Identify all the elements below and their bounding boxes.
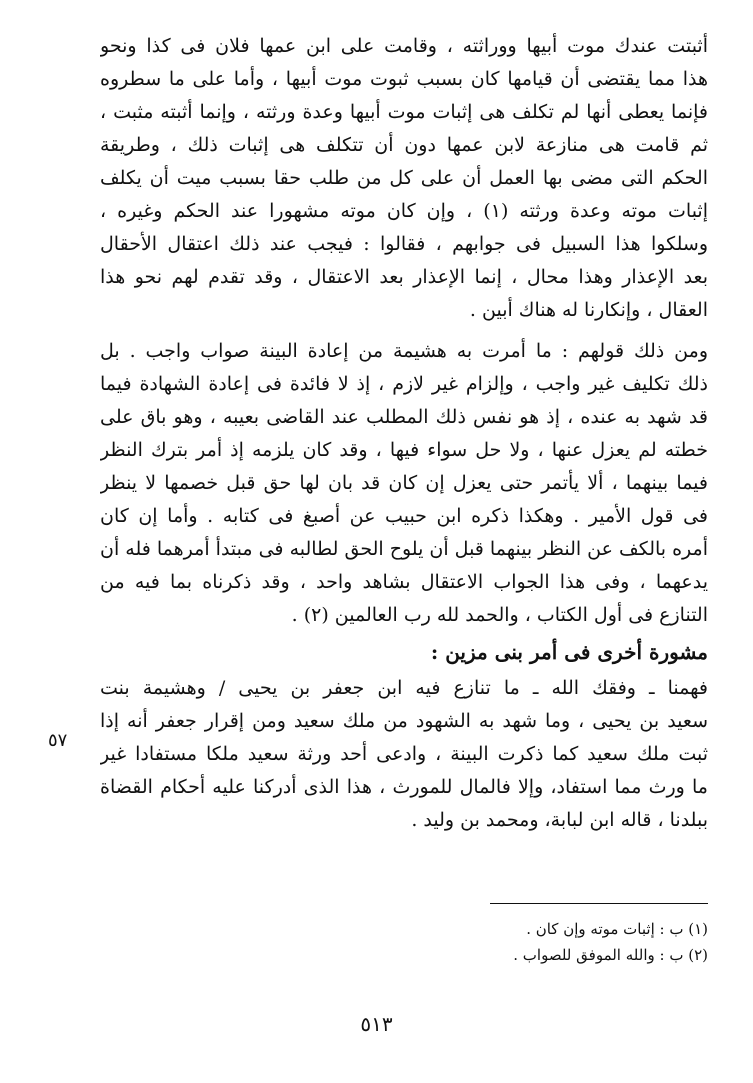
text-line: بعد الإعذار وهذا محال ، إنما الإعذار بعد الاعتقال ، وقد تقدم لهم نحو هذا [100,266,708,288]
footnotes [100,916,708,968]
text-line: يدعهما ، وفى هذا الجواب الاعتقال بشاهد واحد ، وقد ذكرناه بما فيه من [100,571,708,593]
text-line: وسلكوا هذا السبيل فى جوابهم ، فقالوا : فيجب عند ذلك اعتقال الأحقال [100,233,708,255]
footnote-2: (٢) ب : والله الموفق للصواب . [513,946,708,964]
section-heading: مشورة أخرى فى أمر بنى مزين : [430,640,708,664]
text-line: ثم قامت هى منازعة لابن عمها دون أن تتكلف هى إثبات ذلك ، وطريقة [100,134,708,156]
text-line: ذلك تكليف غير واجب ، وإلزام غير لازم ، إذ لا فائدة فى إعادة الشهادة فيما [100,373,708,395]
text-line: فإنما يعطى أنها لم تكلف هى إثبات موت أبيها وعدة ورثته ، وإنما أثبته مثبت ، [100,101,708,123]
page-number: ٥١٣ [360,1012,393,1036]
footnote-divider [490,903,708,904]
text-line: ثبت ملك سعيد كما ذكرت البينة ، وادعى أحد ورثة سعيد ملكا مستفادا غير [100,743,708,765]
text-line: فيما بينهما ، ألا يأتمر حتى يعزل إن كان قد بان لها حق قبل خصمها لا ينظر [100,472,708,494]
text-line: ببلدنا ، قاله ابن لبابة، ومحمد بن وليد . [411,809,708,831]
text-line: هذا مما يقتضى أن قيامها كان بسبب ثبوت موت أبيها ، وأما على ما سطروه [100,68,708,90]
text-line: أمره بالكف عن النظر بينهما قبل أن يلوح الحق لطالبه فى مبتدأ أمرهما فله أن [100,538,708,560]
text-line: الحكم التى مضى بها العمل أن على كل من طلب حقا بسبب ميت أن يكلف [100,167,708,189]
text-line: سعيد بن يحيى ، وما شهد به الشهود من ملك سعيد ومن إقرار جعفر أنه إذا [100,710,708,732]
paragraph-2 [100,335,708,632]
text-line: العقال ، وإنكارنا له هناك أبين . [469,299,708,321]
text-line: التنازع فى أول الكتاب ، والحمد لله رب العالمين (٢) . [291,604,708,626]
main-text [100,30,708,837]
text-line: فهمنا ـ وفقك الله ـ ما تنازع فيه ابن جعفر بن يحيى / وهشيمة بنت [100,677,708,699]
text-line: خطته لم يعزل عنها ، ولا حل سواء فيها ، وقد كان يلزمه إذ أمر بترك النظر [100,439,708,461]
text-line: ومن ذلك قولهم : ما أمرت به هشيمة من إعادة البينة صواب واجب . بل [100,340,708,362]
text-line: فى قول الأمير . وهكذا ذكره ابن حبيب عن أصبغ فى كتابه . وأما إن كان [100,505,708,527]
text-line: إثبات موته وعدة ورثته (١) ، وإن كان موته مشهورا عند الحكم وغيره ، [100,200,708,222]
text-line: ما ورث مما استفاد، وإلا فالمال للمورث ، هذا الذى أدركنا عليه أحكام القضاة [100,776,708,798]
margin-folio-number: ٥٧ [48,730,68,751]
footnote-1: (١) ب : إثبات موته وإن كان . [526,920,708,938]
paragraph-gap [100,327,708,335]
paragraph-1 [100,30,708,327]
text-line: أثبتت عندك موت أبيها ووراثته ، وقامت على ابن عمها فلان فى كذا ونحو [100,35,708,57]
text-line: قد شهد به عنده ، إذ هو نفس ذلك المطلب عند القاضى بعيبه ، وهو باق على [100,406,708,428]
paragraph-3 [100,672,708,837]
